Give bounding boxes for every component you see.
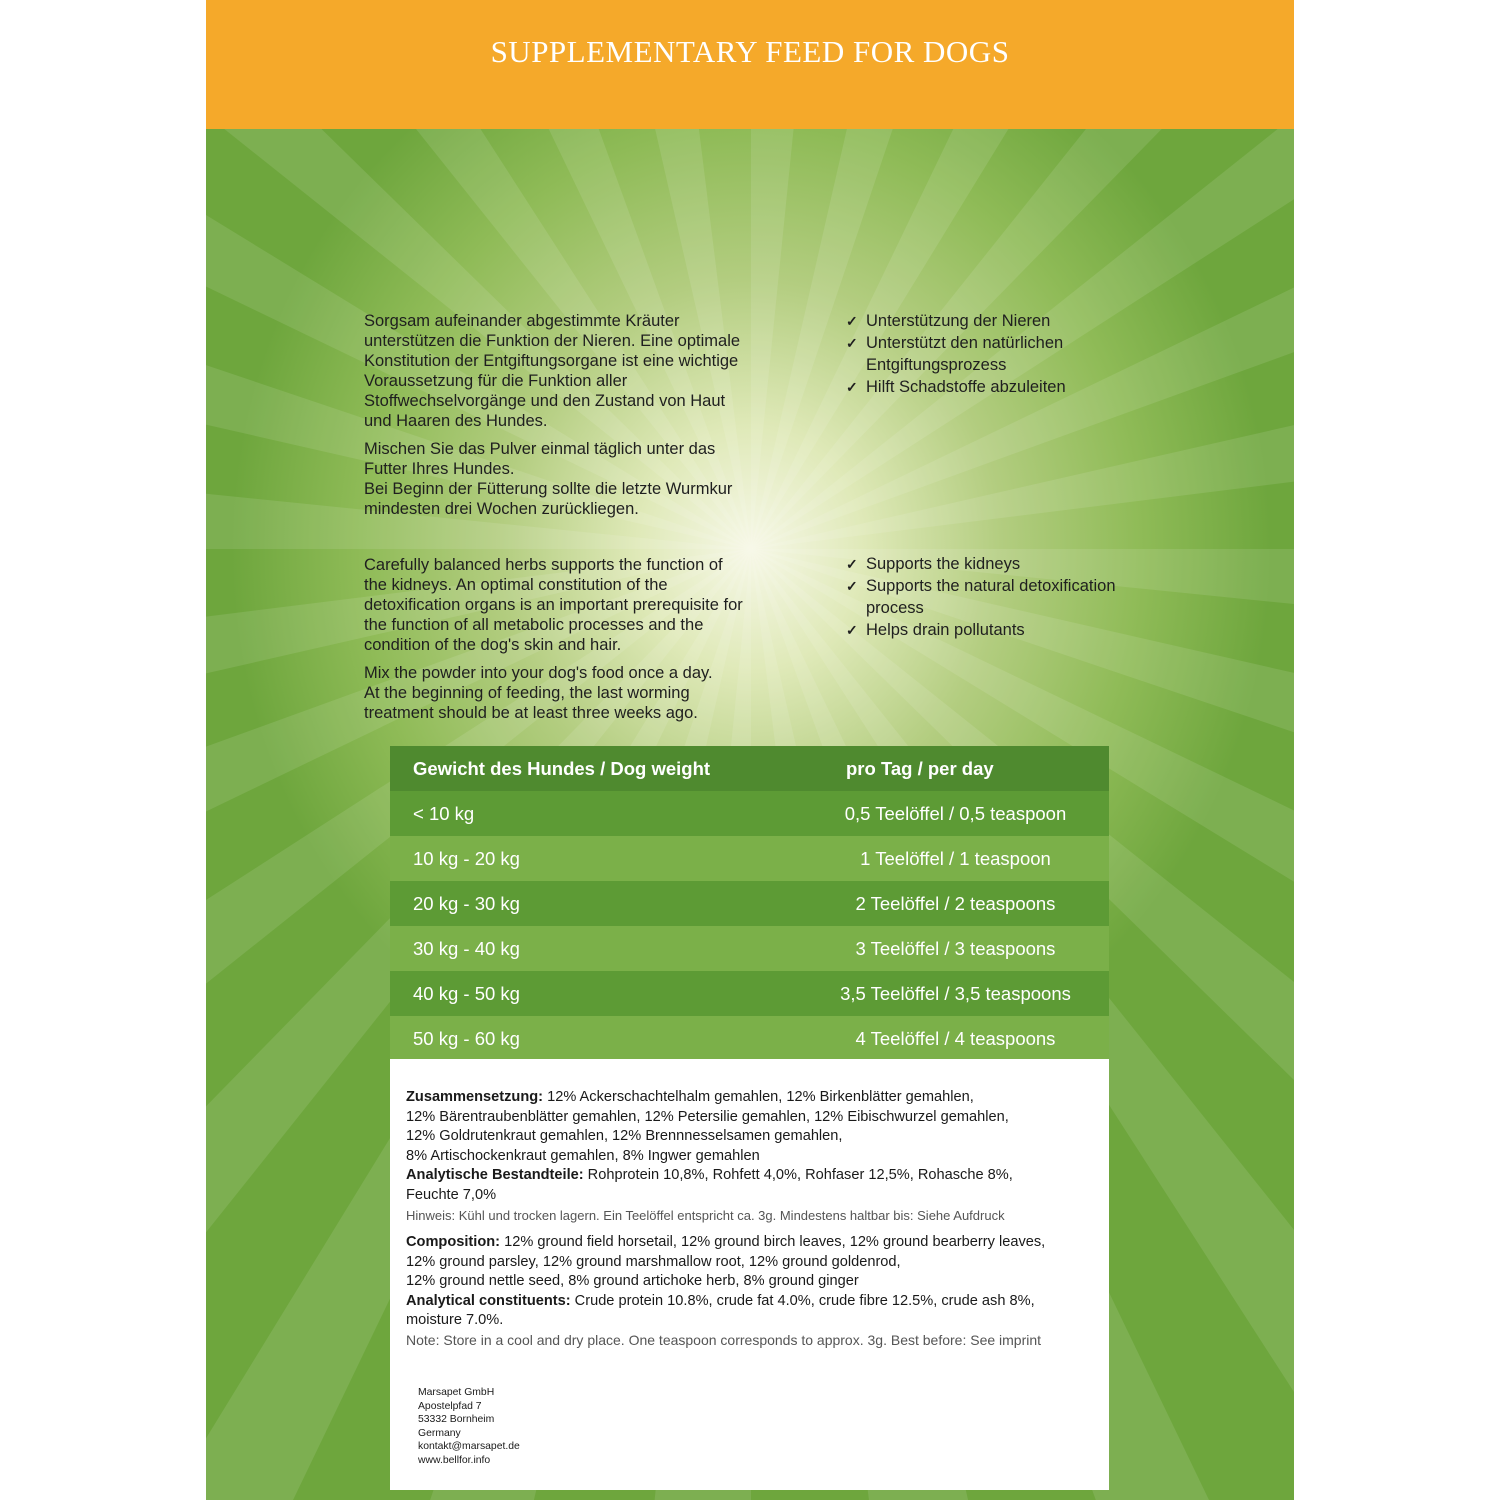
list-item: ✓ Unterstützung der Nieren xyxy=(846,312,1051,330)
composition-box xyxy=(390,1059,1109,1490)
composition-en-label: Composition: xyxy=(406,1234,501,1250)
table-row xyxy=(390,836,1109,881)
dose-cell: 1 Teelöffel / 1 teaspoon xyxy=(860,847,1051,869)
analytic-de-text: Analytische Bestandteile: Rohprotein 10,8%, Rohfett 4,0%, Rohfaser 12,5%, Rohasche 8%, Feuchte 7,0% xyxy=(406,1167,1013,1203)
dose-cell: 3 Teelöffel / 3 teaspoons xyxy=(855,937,1056,959)
analytic-en-label: Analytical constituents: xyxy=(406,1292,571,1309)
website-link[interactable]: www.bellfor.info xyxy=(418,1454,491,1466)
weight-cell: 40 kg - 50 kg xyxy=(413,982,520,1004)
street: Apostelpfad 7 xyxy=(418,1400,482,1412)
storage-note-de: Hinweis: Kühl und trocken lagern. Ein Teelöffel entspricht ca. 3g. Mindestens haltbar bis: Siehe Aufdruck xyxy=(406,1207,1005,1223)
composition-english xyxy=(406,1233,1106,1350)
table-row xyxy=(390,791,1109,836)
english-description xyxy=(364,555,804,731)
analytic-de-label: Analytische Bestandteile: xyxy=(406,1167,584,1184)
english-benefits-list xyxy=(846,553,1166,641)
company-name: Marsapet GmbH xyxy=(418,1387,495,1398)
column-header-per-day: pro Tag / per day xyxy=(846,757,994,779)
weight-cell: 30 kg - 40 kg xyxy=(413,937,520,959)
table-row xyxy=(390,971,1109,1016)
composition-de-label: Zusammensetzung: xyxy=(406,1089,544,1105)
dose-cell: 2 Teelöffel / 2 teaspoons xyxy=(855,892,1056,914)
table-row xyxy=(390,926,1109,971)
email-link[interactable]: kontakt@marsapet.de xyxy=(418,1441,520,1453)
product-label xyxy=(206,0,1294,1500)
german-paragraph-2: Mischen Sie das Pulver einmal täglich unter das Futter Ihres Hundes. Bei Beginn der Fütterung sollte die letzte Wurmkur mindesten drei Wochen zurückliegen. xyxy=(364,440,733,518)
dose-cell: 4 Teelöffel / 4 teaspoons xyxy=(855,1027,1056,1049)
dose-cell: 3,5 Teelöffel / 3,5 teaspoons xyxy=(840,982,1071,1004)
weight-cell: 50 kg - 60 kg xyxy=(413,1027,520,1049)
city: 53332 Bornheim xyxy=(418,1414,495,1426)
dose-cell: 0,5 Teelöffel / 0,5 teaspoon xyxy=(844,802,1067,824)
analytic-en-text: Analytical constituents: Crude protein 10.8%, crude fat 4.0%, crude fibre 12.5%, crude ash 8%, moisture 7.0%. xyxy=(406,1292,1035,1329)
check-icon: ✓ xyxy=(846,313,858,329)
column-header-weight: Gewicht des Hundes / Dog weight xyxy=(413,757,711,779)
green-background-panel xyxy=(206,129,1294,1500)
english-paragraph-2: Mix the powder into your dog's food once a day. At the beginning of feeding, the last worming treatment should be at least three weeks ago. xyxy=(364,664,713,722)
storage-note-en: Note: Store in a cool and dry place. One teaspoon corresponds to approx. 3g. Best before: See imprint xyxy=(406,1331,1042,1348)
check-icon: ✓ xyxy=(846,335,858,351)
weight-cell: 20 kg - 30 kg xyxy=(413,892,520,914)
header-banner xyxy=(206,0,1294,129)
list-item: ✓ Hilft Schadstoffe abzuleiten xyxy=(846,378,1066,396)
table-header-row xyxy=(390,746,1109,791)
list-item: ✓ Unterstützt den natürlichen Entgiftungsprozess xyxy=(846,334,1064,374)
page-title: SUPPLEMENTARY FEED FOR DOGS xyxy=(490,34,1010,69)
german-benefits-list xyxy=(846,310,1166,398)
check-icon: ✓ xyxy=(846,578,858,594)
weight-cell: 10 kg - 20 kg xyxy=(413,847,520,869)
check-icon: ✓ xyxy=(846,556,858,572)
composition-de-text: Zusammensetzung: 12% Ackerschachtelhalm gemahlen, 12% Birkenblätter gemahlen, 12% Bärentraubenblätter gemahlen, 12% Petersilie gemahlen, 12% Eibischwurzel gemahlen, 12% Goldrutenkraut gemahlen, 12% Brennnesselsamen gemahlen, 8% Artischockenkraut gemahlen, 8% Ingwer gemahlen xyxy=(406,1089,1009,1164)
check-icon: ✓ xyxy=(846,622,858,638)
german-description xyxy=(364,311,794,527)
list-item: ✓ Supports the kidneys xyxy=(846,555,1021,573)
list-item: ✓ Helps drain pollutants xyxy=(846,621,1025,639)
english-paragraph-1: Carefully balanced herbs supports the function of the kidneys. An optimal constitution of the detoxification organs is an important prerequisite for the function of all metabolic processes and the condition of the dog's skin and hair. xyxy=(364,556,743,654)
german-paragraph-1: Sorgsam aufeinander abgestimmte Kräuter unterstützen die Funktion der Nieren. Eine optimale Konstitution der Entgiftungsorgane ist eine wichtige Voraussetzung für die Funktion aller Stoffwechselvorgänge und den Zustand von Haut und Haaren des Hundes. xyxy=(364,312,741,430)
composition-en-text: Composition: 12% ground field horsetail, 12% ground birch leaves, 12% ground bearberry leaves, 12% ground parsley, 12% ground marshmallow root, 12% ground goldenrod, 12% ground nettle seed, 8% ground artichoke herb, 8% ground ginger xyxy=(406,1234,1046,1290)
weight-cell: < 10 kg xyxy=(413,802,475,824)
check-icon: ✓ xyxy=(846,379,858,395)
manufacturer-address xyxy=(418,1386,520,1468)
dosage-table xyxy=(390,746,1109,1061)
table-row xyxy=(390,881,1109,926)
table-row xyxy=(390,1016,1109,1061)
list-item: ✓ Supports the natural detoxification process xyxy=(846,577,1116,617)
country: Germany xyxy=(418,1427,461,1439)
composition-german xyxy=(406,1088,1106,1225)
